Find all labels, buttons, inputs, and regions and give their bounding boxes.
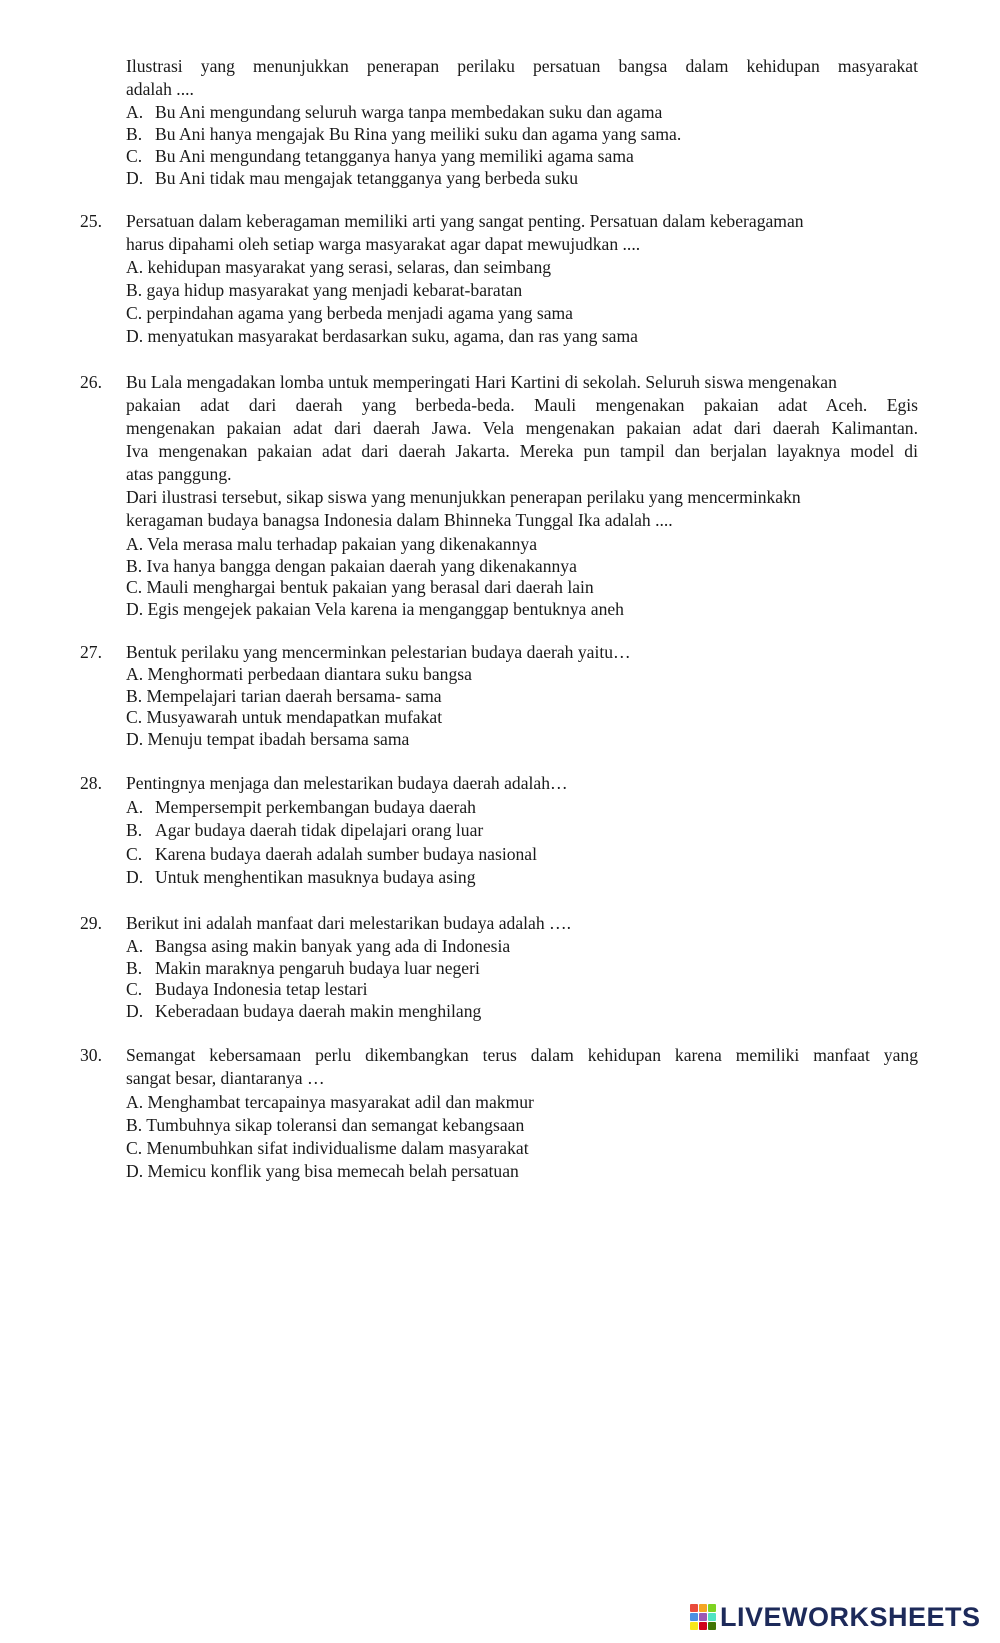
- q30-number: 30.: [80, 1045, 102, 1065]
- q28-option-a: [126, 796, 476, 819]
- q28-option-c-text: Karena budaya daerah adalah sumber budaya nasional: [155, 844, 538, 864]
- q26-stem-line-5: atas panggung.: [126, 464, 232, 484]
- q29-option-b-text: Makin maraknya pengaruh budaya luar negeri: [155, 958, 480, 978]
- q30-stem-line-1: Semangat kebersamaan perlu dikembangkan terus dalam kehidupan karena memiliki manfaat yang: [126, 1045, 918, 1065]
- q28-option-d: [126, 866, 476, 889]
- q29-option-d: [126, 1000, 481, 1023]
- q25-option-b: B. gaya hidup masyarakat yang menjadi kebarat-baratan: [126, 280, 523, 300]
- q29-option-b: [126, 957, 480, 980]
- q26-stem-line-4: Iva mengenakan pakaian adat dari daerah Jakarta. Mereka pun tampil dan berjalan layaknya model di: [126, 441, 918, 461]
- q27-option-b: B. Mempelajari tarian daerah bersama- sama: [126, 686, 442, 706]
- q26-number: 26.: [80, 372, 102, 392]
- q25-option-d: D. menyatukan masyarakat berdasarkan suku, agama, dan ras yang sama: [126, 326, 638, 346]
- logo-square: [699, 1622, 707, 1630]
- q24-option-a-text: Bu Ani mengundang seluruh warga tanpa membedakan suku dan agama: [155, 102, 663, 122]
- q25-stem-line-2: harus dipahami oleh setiap warga masyarakat agar dapat mewujudkan ....: [126, 234, 641, 254]
- q28-option-a-letter: A.: [126, 797, 144, 817]
- q28-option-d-text: Untuk menghentikan masuknya budaya asing: [155, 867, 476, 887]
- q27-option-c: C. Musyawarah untuk mendapatkan mufakat: [126, 707, 443, 727]
- q29-option-d-letter: D.: [126, 1001, 144, 1021]
- q24-option-b-text: Bu Ani hanya mengajak Bu Rina yang meiliki suku dan agama yang sama.: [155, 124, 682, 144]
- q24-stem-line-1: Ilustrasi yang menunjukkan penerapan perilaku persatuan bangsa dalam kehidupan masyarakat: [126, 56, 918, 76]
- q29-option-b-letter: B.: [126, 958, 143, 978]
- q24-option-b-letter: B.: [126, 124, 143, 144]
- q27-option-d: D. Menuju tempat ibadah bersama sama: [126, 729, 410, 749]
- q26-stem-line-2: pakaian adat dari daerah yang berbeda-beda. Mauli mengenakan pakaian adat Aceh. Egis: [126, 395, 918, 415]
- q24-stem-line-2: adalah ....: [126, 79, 194, 99]
- q30-option-b: B. Tumbuhnya sikap toleransi dan semangat kebangsaan: [126, 1115, 525, 1135]
- q28-option-c-letter: C.: [126, 844, 143, 864]
- logo-square: [690, 1613, 698, 1621]
- q29-option-c-letter: C.: [126, 979, 143, 999]
- q29-option-a-text: Bangsa asing makin banyak yang ada di Indonesia: [155, 936, 511, 956]
- logo-square: [708, 1622, 716, 1630]
- q25-option-a: A. kehidupan masyarakat yang serasi, selaras, dan seimbang: [126, 257, 552, 277]
- q28-option-a-text: Mempersempit perkembangan budaya daerah: [155, 797, 476, 817]
- q26-stem-line-3: mengenakan pakaian adat dari daerah Jawa. Vela mengenakan pakaian adat dari daerah Kalimantan.: [126, 418, 918, 438]
- q28-option-c: [126, 843, 537, 866]
- q24-option-b: [126, 123, 681, 146]
- q24-option-d-letter: D.: [126, 168, 144, 188]
- q30-option-c: C. Menumbuhkan sifat individualisme dalam masyarakat: [126, 1138, 529, 1158]
- liveworksheets-logo: [690, 1600, 981, 1634]
- q29-option-a: [126, 935, 510, 958]
- q26-stem-line-7: keragaman budaya banagsa Indonesia dalam Bhinneka Tunggal Ika adalah ....: [126, 510, 673, 530]
- q24-option-a-letter: A.: [126, 102, 144, 122]
- q29-option-d-text: Keberadaan budaya daerah makin menghilang: [155, 1001, 482, 1021]
- q28-option-b-text: Agar budaya daerah tidak dipelajari orang luar: [155, 820, 484, 840]
- q26-option-b: B. Iva hanya bangga dengan pakaian daerah yang dikenakannya: [126, 556, 577, 576]
- q29-option-a-letter: A.: [126, 936, 144, 956]
- q30-stem-line-2: sangat besar, diantaranya …: [126, 1068, 325, 1088]
- liveworksheets-wordmark: LIVEWORKSHEETS: [720, 1601, 981, 1632]
- q28-option-d-letter: D.: [126, 867, 144, 887]
- q24-option-a: [126, 101, 662, 124]
- q24-option-c: [126, 145, 634, 168]
- logo-square: [708, 1604, 716, 1612]
- q24-option-d: [126, 167, 578, 190]
- q25-number: 25.: [80, 211, 102, 231]
- q28-stem: Pentingnya menjaga dan melestarikan budaya daerah adalah…: [126, 773, 568, 793]
- logo-square: [690, 1604, 698, 1612]
- logo-square: [699, 1613, 707, 1621]
- logo-square: [708, 1613, 716, 1621]
- q30-option-a: A. Menghambat tercapainya masyarakat adil dan makmur: [126, 1092, 534, 1112]
- liveworksheets-grid-icon: [690, 1604, 716, 1630]
- q24-option-c-letter: C.: [126, 146, 143, 166]
- q27-number: 27.: [80, 642, 102, 662]
- logo-square: [690, 1622, 698, 1630]
- q25-option-c: C. perpindahan agama yang berbeda menjadi agama yang sama: [126, 303, 573, 323]
- q27-stem: Bentuk perilaku yang mencerminkan pelestarian budaya daerah yaitu…: [126, 642, 631, 662]
- q29-number: 29.: [80, 913, 102, 933]
- q25-stem-line-1: Persatuan dalam keberagaman memiliki arti yang sangat penting. Persatuan dalam keberagaman: [126, 211, 804, 231]
- q26-stem-line-6: Dari ilustrasi tersebut, sikap siswa yang menunjukkan penerapan perilaku yang mencerminkakn: [126, 487, 801, 507]
- q26-stem-line-1: Bu Lala mengadakan lomba untuk memperingati Hari Kartini di sekolah. Seluruh siswa mengenakan: [126, 372, 837, 392]
- q30-option-d: D. Memicu konflik yang bisa memecah belah persatuan: [126, 1161, 519, 1181]
- q28-option-b: [126, 819, 483, 842]
- q26-option-a: A. Vela merasa malu terhadap pakaian yang dikenakannya: [126, 534, 538, 554]
- q26-option-d: D. Egis mengejek pakaian Vela karena ia menganggap bentuknya aneh: [126, 599, 624, 619]
- q29-option-c: [126, 978, 368, 1001]
- q29-option-c-text: Budaya Indonesia tetap lestari: [155, 979, 368, 999]
- q28-option-b-letter: B.: [126, 820, 143, 840]
- q27-option-a: A. Menghormati perbedaan diantara suku bangsa: [126, 664, 472, 684]
- q24-option-c-text: Bu Ani mengundang tetangganya hanya yang memiliki agama sama: [155, 146, 634, 166]
- q24-option-d-text: Bu Ani tidak mau mengajak tetangganya yang berbeda suku: [155, 168, 579, 188]
- q29-stem: Berikut ini adalah manfaat dari melestarikan budaya adalah ….: [126, 913, 572, 933]
- logo-square: [699, 1604, 707, 1612]
- q26-option-c: C. Mauli menghargai bentuk pakaian yang berasal dari daerah lain: [126, 577, 594, 597]
- q28-number: 28.: [80, 773, 102, 793]
